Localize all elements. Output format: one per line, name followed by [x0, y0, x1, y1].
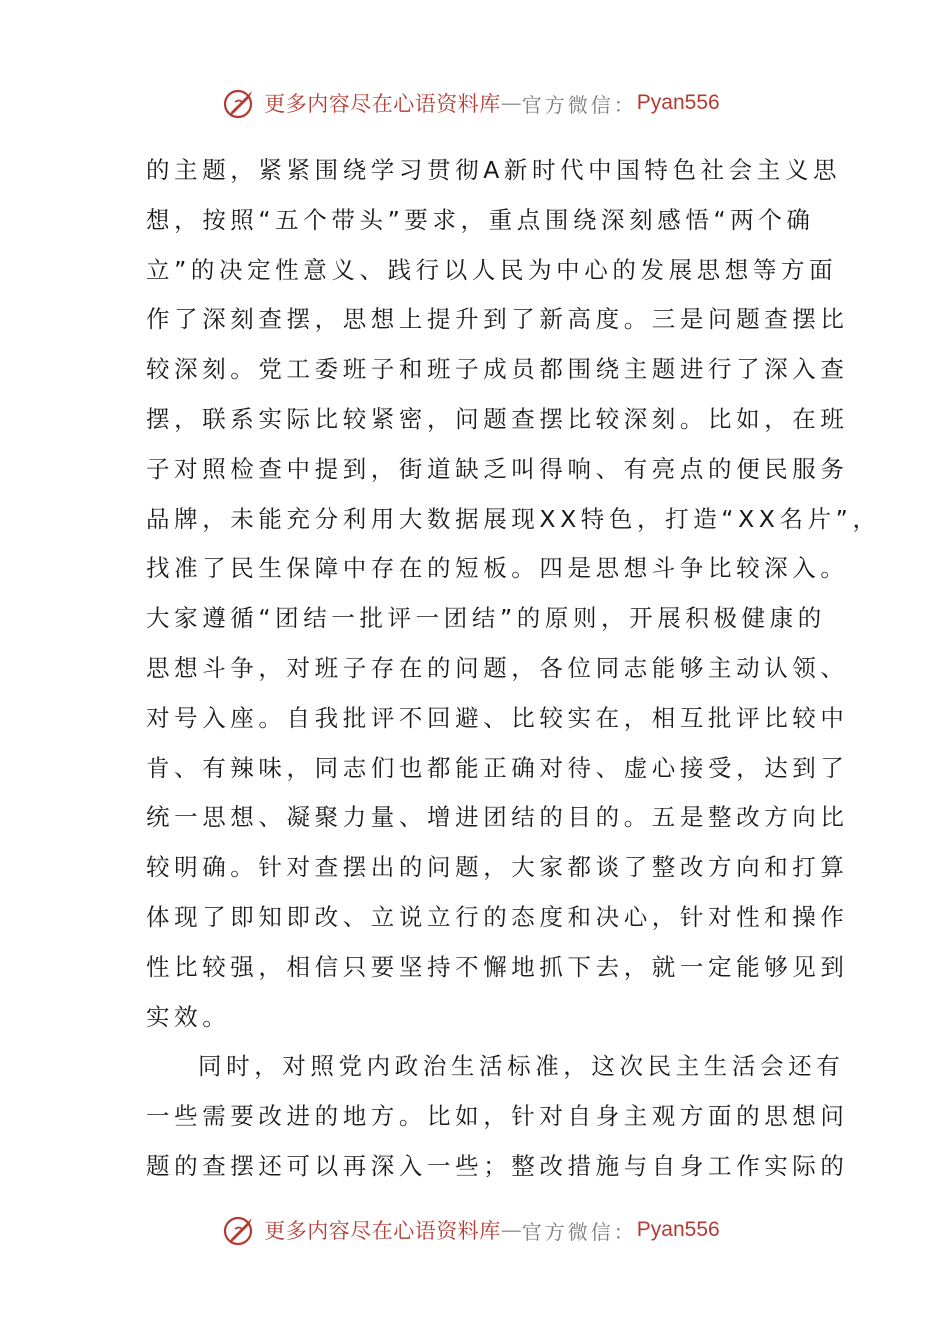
text-line: 实效。 — [146, 1002, 231, 1031]
text-line: 作了深刻查摆，思想上提升到了新高度。三是问题查摆比 — [146, 305, 849, 334]
pen-logo-icon — [222, 1212, 258, 1248]
text-line: 品牌，未能充分利用大数据展现XX特色，打造“XX名片”， — [146, 504, 881, 533]
text-line: 思想斗争，对班子存在的问题，各位同志能够主动认领、 — [146, 653, 849, 682]
banner-separator: — — [500, 1218, 522, 1242]
banner-separator: — — [500, 91, 522, 115]
brand-text: 更多内容尽在心语资料库 — [264, 92, 501, 116]
brand-text: 更多内容尽在心语资料库 — [264, 1219, 501, 1243]
text-line: 摆，联系实际比较紧密，问题查摆比较深刻。比如，在班 — [146, 404, 849, 433]
pen-logo-icon — [222, 85, 258, 121]
text-line: 找准了民生保障中存在的短板。四是思想斗争比较深入。 — [146, 554, 849, 583]
text-line: 立”的决定性意义、践行以人民为中心的发展思想等方面 — [146, 255, 838, 284]
text-line: 题的查摆还可以再深入一些；整改措施与自身工作实际的 — [146, 1151, 849, 1180]
text-line: 统一思想、凝聚力量、增进团结的目的。五是整改方向比 — [146, 803, 849, 832]
header-banner — [0, 83, 950, 123]
text-line: 大家遵循“团结一批评一团结”的原则，开展积极健康的 — [146, 604, 826, 633]
official-label: 官方微信： — [521, 1219, 637, 1244]
text-line: 体现了即知即改、立说立行的态度和决心，针对性和操作 — [146, 902, 849, 931]
wechat-id: Pyan556 — [636, 91, 720, 114]
text-line: 较明确。针对查摆出的问题，大家都谈了整改方向和打算 — [146, 853, 849, 882]
wechat-id: Pyan556 — [636, 1218, 720, 1241]
text-line: 一些需要改进的地方。比如，针对自身主观方面的思想问 — [146, 1102, 849, 1131]
official-label: 官方微信： — [521, 92, 637, 117]
paragraph-start-line: 同时，对照党内政治生活标准，这次民主生活会还有 — [198, 1052, 845, 1081]
text-line: 子对照检查中提到，街道缺乏叫得响、有亮点的便民服务 — [146, 454, 849, 483]
text-line: 对号入座。自我批评不回避、比较实在，相互批评比较中 — [146, 703, 849, 732]
text-line: 想，按照“五个带头”要求，重点围绕深刻感悟“两个确 — [146, 205, 815, 234]
text-line: 性比较强，相信只要坚持不懈地抓下去，就一定能够见到 — [146, 952, 849, 981]
footer-banner-content — [222, 1212, 719, 1248]
text-line: 肯、有辣味，同志们也都能正确对待、虚心接受，达到了 — [146, 753, 849, 782]
footer-banner — [0, 1210, 950, 1250]
text-line: 较深刻。党工委班子和班子成员都围绕主题进行了深入查 — [146, 355, 849, 384]
text-line: 的主题，紧紧围绕学习贯彻A新时代中国特色社会主义思 — [146, 156, 842, 184]
header-banner-content — [222, 85, 719, 121]
document-body — [146, 146, 881, 1192]
